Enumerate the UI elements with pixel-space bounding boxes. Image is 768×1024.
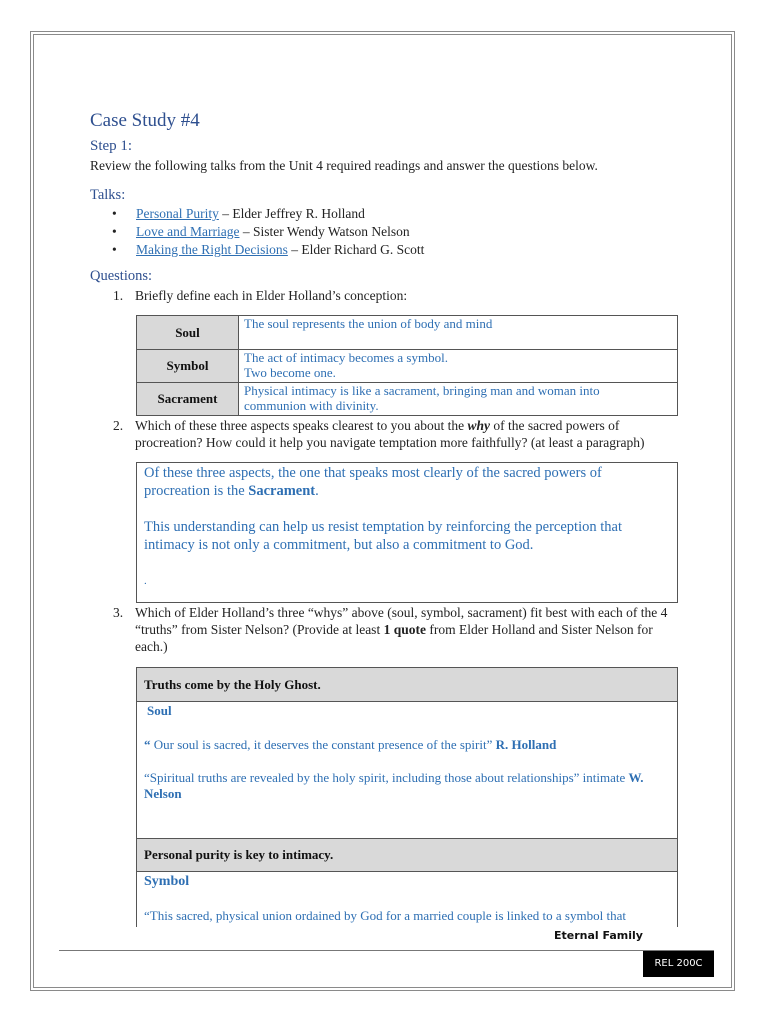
table-row: [137, 383, 678, 416]
value-line: Two become one.: [244, 365, 336, 380]
bullet-icon: •: [112, 242, 117, 257]
table-row: [137, 316, 678, 350]
course-badge: REL 200C: [643, 951, 714, 977]
value-line: Physical intimacy is like a sacrament, bringing man and woman into: [244, 383, 600, 398]
quote-holland: “This sacred, physical union ordained by God for a married couple is linked to a symbol that: [144, 908, 626, 923]
value-line: communion with divinity.: [244, 398, 379, 413]
talk-item: [112, 205, 424, 223]
answer-paragraph: Of these three aspects, the one that speaks most clearly of the sacred powers of procreation is the Sacrament.: [144, 465, 602, 499]
step-heading: Step 1:: [90, 138, 133, 154]
questions-heading: Questions:: [90, 268, 153, 284]
talk-item: [112, 241, 424, 259]
truth-answer-cell[interactable]: [137, 872, 677, 924]
talk-link-love-and-marriage[interactable]: Love and Marriage: [136, 224, 240, 239]
answer-paragraph: This understanding can help us resist temptation by reinforcing the perception that intimacy is not only a commitment, but also a commitment to God.: [144, 519, 622, 553]
talk-link-personal-purity[interactable]: Personal Purity: [136, 206, 219, 221]
row-value[interactable]: [239, 350, 678, 383]
question-text: Which of Elder Holland’s three “whys” above (soul, symbol, sacrament) fit best with each of the 4 “truths” from Sister Nelson? (Provide at least 1 quote from Elder Holland and Sister Nelson for each.): [135, 605, 668, 654]
page-title: Case Study #4: [90, 110, 200, 131]
question-number: 1.: [113, 288, 124, 303]
talk-speaker: – Elder Jeffrey R. Holland: [218, 206, 365, 221]
talks-heading: Talks:: [90, 187, 126, 203]
truth-why: Symbol: [144, 874, 190, 889]
talk-link-making-right-decisions[interactable]: Making the Right Decisions: [136, 242, 288, 257]
talks-list: [112, 205, 424, 259]
row-label: Soul: [137, 316, 239, 350]
value-line: The act of intimacy becomes a symbol.: [244, 350, 448, 365]
bullet-icon: •: [112, 206, 117, 221]
question-text: Which of these three aspects speaks clearest to you about the why of the sacred powers of procreation? How could it help you navigate temptation more faithfully? (at least a paragraph): [135, 418, 645, 450]
row-label: Symbol: [137, 350, 239, 383]
row-value[interactable]: [239, 316, 678, 350]
soul-symbol-sacrament-table: [136, 315, 678, 416]
talk-speaker: – Sister Wendy Watson Nelson: [239, 224, 410, 239]
answer-paragraph: .: [144, 575, 147, 587]
bullet-icon: •: [112, 224, 117, 239]
footer-divider: [59, 950, 714, 951]
truth-heading: Personal purity is key to intimacy.: [137, 839, 677, 872]
row-value[interactable]: [239, 383, 678, 416]
quote-holland: “ Our soul is sacred, it deserves the constant presence of the spirit” R. Holland: [144, 737, 557, 752]
question-number: 3.: [113, 605, 124, 620]
truths-table: [136, 667, 678, 927]
question-number: 2.: [113, 418, 124, 433]
truth-why: Soul: [147, 703, 172, 718]
table-row: [137, 350, 678, 383]
talk-speaker: – Elder Richard G. Scott: [287, 242, 425, 257]
quote-nelson: “Spiritual truths are revealed by the holy spirit, including those about relationships” intimate W. Nelson: [144, 770, 644, 801]
question-text: Briefly define each in Elder Holland’s conception:: [135, 288, 408, 303]
row-label: Sacrament: [137, 383, 239, 416]
answer-2-box[interactable]: [136, 462, 678, 603]
truth-answer-cell[interactable]: [137, 702, 677, 839]
footer-label: Eternal Family: [554, 929, 643, 942]
value-line: The soul represents the union of body and mind: [244, 316, 493, 331]
talk-item: [112, 223, 424, 241]
truth-heading: Truths come by the Holy Ghost.: [137, 668, 677, 702]
intro-text: Review the following talks from the Unit 4 required readings and answer the questions below.: [90, 158, 598, 173]
